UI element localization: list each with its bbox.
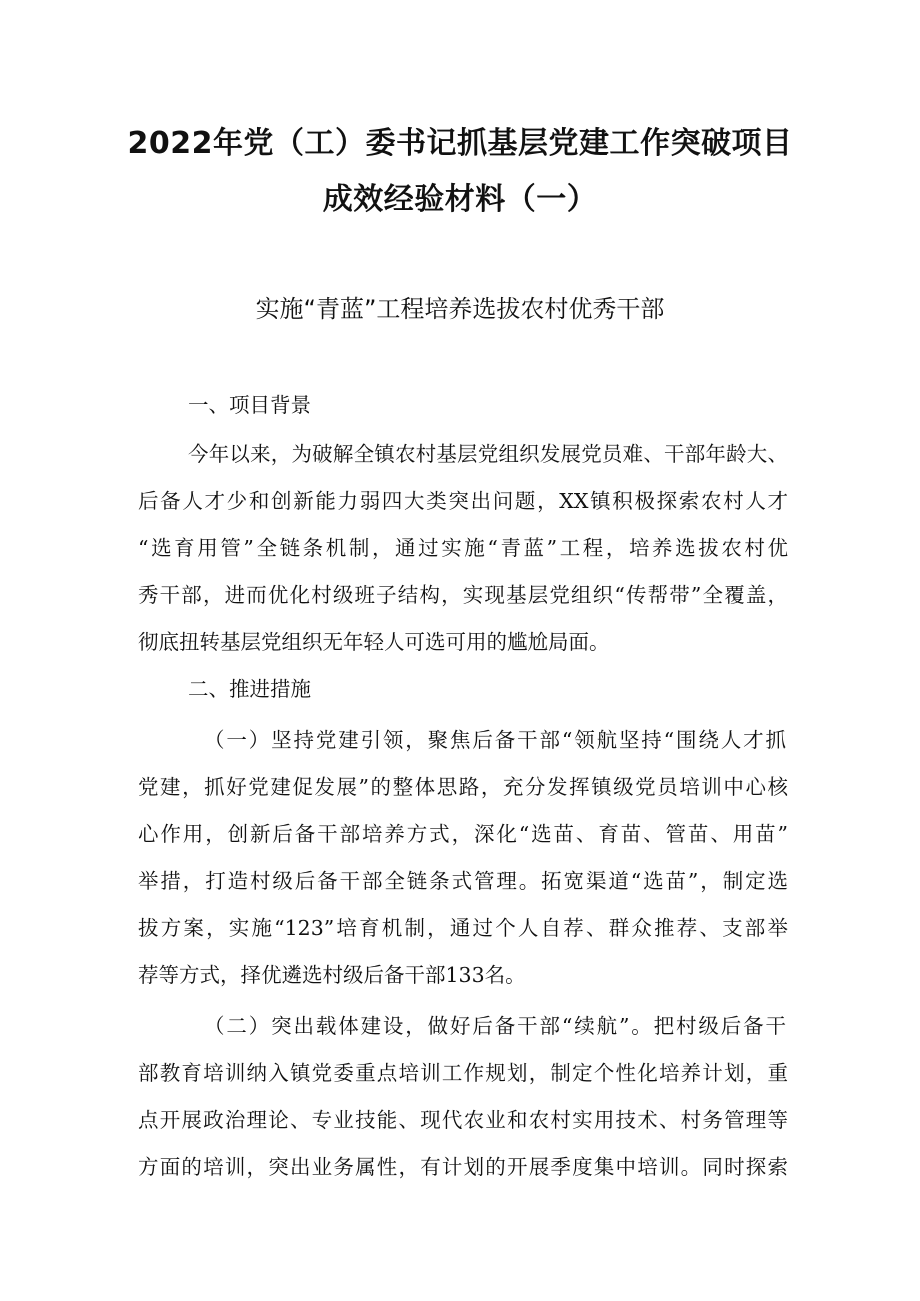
paragraph-line: 荐等方式，择优遴选村级后备干部133名。 [138,963,526,987]
paragraph-line: 彻底扭转基层党组织无年轻人可选可用的尴尬局面。 [138,630,610,654]
paragraph-line: （二）突出载体建设，做好后备干部“续航”。把村级后备干 [204,1014,786,1038]
paragraph-line: 后备人才少和创新能力弱四大类突出问题，XX镇积极探索农村人才 [138,489,788,513]
paragraph-line: （一）坚持党建引领，聚焦后备干部“领航坚持“围绕人才抓 [204,728,786,752]
paragraph-line: 党建，抓好党建促发展”的整体思路，充分发挥镇级党员培训中心核 [138,775,788,799]
paragraph-line: “选育用管”全链条机制，通过实施“青蓝”工程，培养选拔农村优 [138,536,788,560]
paragraph-line: 举措，打造村级后备干部全链条式管理。拓宽渠道“选苗”，制定选 [138,869,788,893]
section-heading-background: 一、项目背景 [188,393,311,417]
section-heading-measures: 二、推进措施 [188,677,311,701]
paragraph-line: 今年以来，为破解全镇农村基层党组织发展党员难、干部年龄大、 [188,442,788,466]
paragraph-line: 拔方案，实施“123”培育机制，通过个人自荐、群众推荐、支部举 [138,916,788,940]
paragraph-line: 心作用，创新后备干部培养方式，深化“选苗、育苗、管苗、用苗” [138,822,788,846]
paragraph-line: 秀干部，进而优化村级班子结构，实现基层党组织“传帮带”全覆盖， [138,583,788,607]
document-subtitle: 实施“青蓝”工程培养选拔农村优秀干部 [255,295,665,323]
paragraph-line: 点开展政治理论、专业技能、现代农业和农村实用技术、村务管理等 [138,1108,788,1132]
document-title-line-1: 2022年党（工）委书记抓基层党建工作突破项目 [127,126,793,161]
paragraph-line: 部教育培训纳入镇党委重点培训工作规划，制定个性化培养计划，重 [138,1061,788,1085]
paragraph-line: 方面的培训，突出业务属性，有计划的开展季度集中培训。同时探索 [138,1155,788,1179]
document-title-line-2: 成效经验材料（一） [322,182,598,217]
